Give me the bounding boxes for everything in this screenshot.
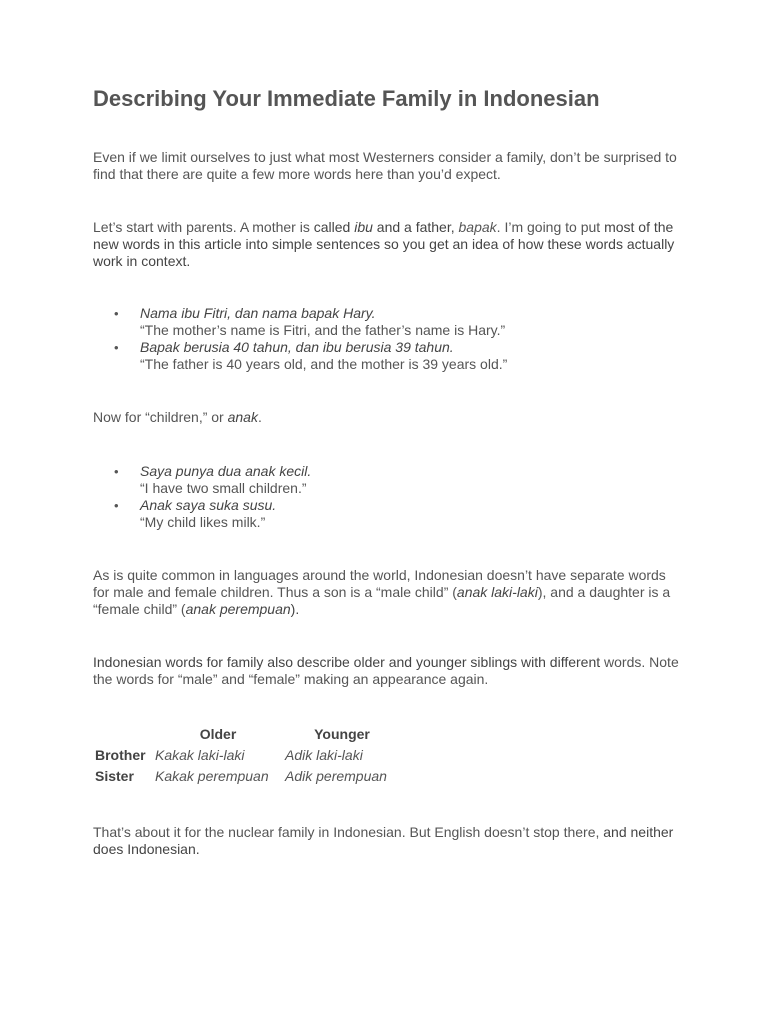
cell-younger-sister: Adik perempuan [285,768,387,784]
table-header-row [93,724,401,745]
closing-text-a: That’s about it for the nuclear family in Indonesian. But English doesn’t stop there, [93,824,604,840]
list-item [93,497,693,531]
row-label-sister: Sister [95,768,134,784]
table-header-empty [93,724,153,745]
word-anak-perempuan: anak perempuan [185,601,291,617]
siblings-text-b: words. Note the words for “male” and “female” making an appearance again. [93,654,679,687]
son-text-e: ). [290,601,300,617]
example-translation: “The father is 40 years old, and the mother is 39 years old.” [140,356,508,372]
list-item [93,463,693,497]
cell-younger-brother: Adik laki-laki [285,747,363,763]
table-row [93,766,401,787]
cell-older-brother: Kakak laki-laki [155,747,245,763]
cell-older-sister: Kakak perempuan [155,768,269,784]
example-indonesian: • Nama ibu Fitri, dan nama bapak Hary. [140,305,376,321]
son-text-c: ), and a daughter is a “female child” ( [93,584,671,617]
closing-text-b: and neither does Indonesian. [93,824,674,857]
page-title: Describing Your Immediate Family in Indonesian [93,86,600,111]
siblings-table [93,724,401,787]
parents-example-list [93,305,693,373]
table-header-younger: Younger [314,726,370,742]
example-translation: “I have two small children.” [140,480,307,496]
intro-paragraph: Even if we limit ourselves to just what most Westerners consider a family, don’t be surprised to find that there are quite a few more words here than you’d expect. [93,149,677,182]
children-text-a: Now for “children,” or [93,409,228,425]
son-text-a: As is quite common in languages around the world, Indonesian doesn’t have separate words for male and female children. Thus a son is a “male child” ( [93,567,666,600]
list-item [93,305,693,339]
table-row [93,745,401,766]
table-header-older: Older [199,726,237,742]
row-label-brother: Brother [95,747,146,763]
parents-text-a: Let’s start with parents. A mother is [93,219,314,235]
parents-text-b: called [313,219,355,235]
son-daughter-paragraph [93,567,678,618]
example-indonesian: • Anak saya suka susu. [140,497,277,513]
siblings-text-a: Indonesian words for family also describe older and younger siblings with different [93,654,605,670]
example-translation: “The mother’s name is Fitri, and the father’s name is Hary.” [140,322,506,338]
siblings-paragraph [93,654,693,688]
word-bapak: bapak [458,219,497,235]
children-text-c: . [257,409,262,425]
word-anak-laki-laki: anak laki-laki [456,584,538,600]
example-indonesian: • Bapak berusia 40 tahun, dan ibu berusia 39 tahun. [140,339,454,355]
children-example-list [93,463,693,531]
list-item [93,339,693,373]
example-translation: “My child likes milk.” [140,514,266,530]
word-ibu: ibu [354,219,373,235]
word-anak: anak [227,409,258,425]
parents-text-f: . I’m going to put [496,219,605,235]
parents-text-g: most of the new words in this article into simple sentences so you get an idea of how these words actually work in context. [93,219,675,269]
closing-paragraph [93,824,693,858]
parents-paragraph [93,219,693,270]
children-paragraph [93,409,693,426]
parents-text-d: and a father, [372,219,459,235]
example-indonesian: • Saya punya dua anak kecil. [140,463,312,479]
